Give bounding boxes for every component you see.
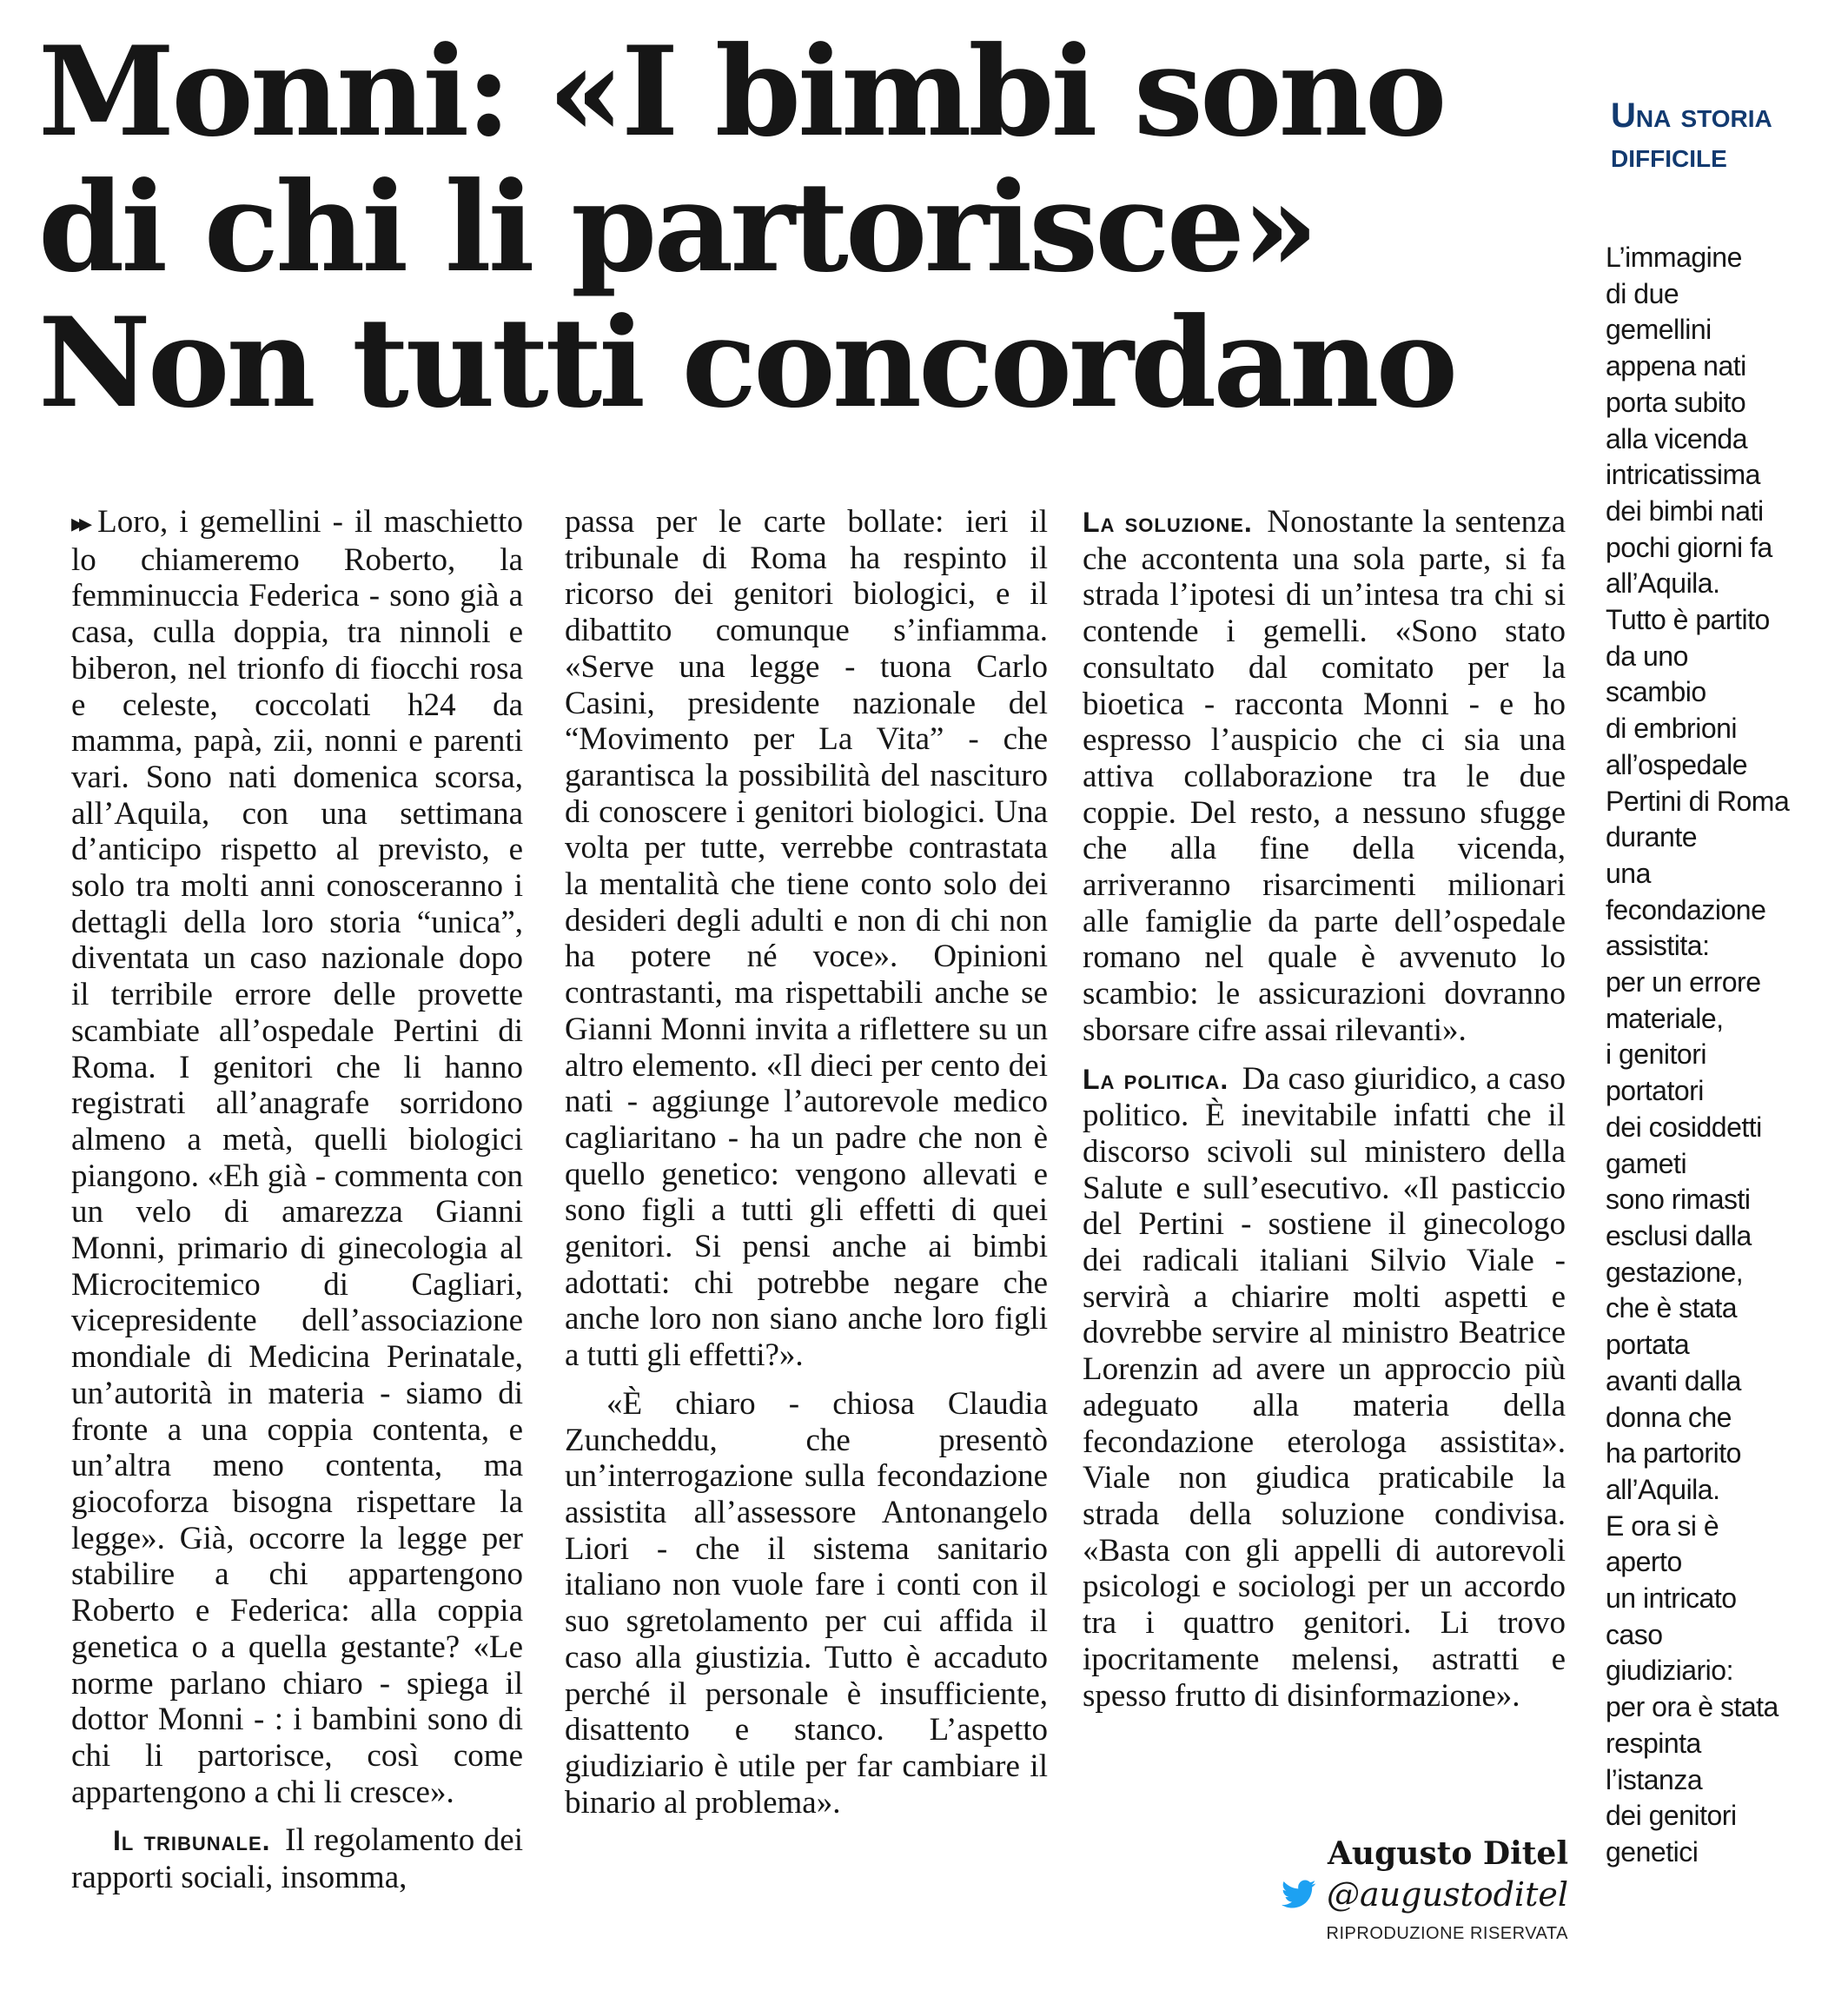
sidebar-line: portatori (1606, 1075, 1704, 1107)
article-paragraph (71, 1822, 523, 1895)
sidebar-line: gameti (1606, 1147, 1687, 1179)
sidebar-line: sono rimasti (1606, 1184, 1751, 1216)
sidebar-line: scambio (1606, 676, 1706, 708)
sidebar-line: all’ospedale (1606, 748, 1748, 780)
sidebar-line: pochi giorni fa (1606, 531, 1772, 563)
sidebar-line: durante (1606, 821, 1698, 853)
sidebar-line: per ora è stata (1606, 1691, 1778, 1723)
sidebar-line: donna che (1606, 1401, 1732, 1433)
sidebar-line: un intricato (1606, 1582, 1737, 1615)
sidebar-title-line: difficile (1611, 136, 1727, 175)
sidebar-line: all’Aquila. (1606, 567, 1720, 600)
sidebar-line: una (1606, 857, 1651, 889)
sidebar-line: i genitori (1606, 1038, 1706, 1071)
headline (38, 20, 1533, 435)
sidebar-line: dei bimbi nati (1606, 494, 1764, 527)
sidebar-line: giudiziario: (1606, 1655, 1733, 1687)
article-column-1 (71, 504, 523, 1896)
paragraph-text: Il regolamento dei rapporti sociali, insomma, (71, 1822, 524, 1896)
sidebar-line: porta subito (1606, 386, 1746, 418)
lead-arrow-icon: ▸▸ (71, 509, 88, 538)
sidebar-line: L’immagine (1606, 242, 1742, 273)
sidebar-line: intricatissima (1606, 459, 1760, 491)
article-paragraph (1083, 1061, 1566, 1715)
sidebar-line: all’Aquila. (1606, 1473, 1720, 1505)
article-column-3 (1083, 504, 1566, 1714)
sidebar-line: Tutto è partito (1606, 604, 1770, 636)
section-kicker-tribunale: Il tribunale. (113, 1825, 271, 1857)
paragraph-text: Da caso giuridico, a caso politico. È inevitabile infatti che il discorso scivoli sul ministero della Salute e sull’esecutivo. «Il pasticcio del Pertini - sostiene il ginecologo dei radicali italiani Silvio Viale - servirà a chiarire molti aspetti e dovrebbe servire al ministro Beatrice Lorenzin ad avere un approccio più adeguato alla materia della fecondazione eterologa assistita». Viale non giudica praticabile la strada della soluzione condivisa. «Basta con gli appelli di autorevoli psicologi e sociologi per un accordo tra i quattro genitori. Li trovo ipocritamente melensi, astratti e spesso frutto di disinformazione». (1083, 1060, 1566, 1714)
sidebar-line: assistita: (1606, 930, 1710, 962)
twitter-bird-icon (1282, 1880, 1316, 1909)
sidebar-title (1611, 96, 1840, 176)
sidebar-line: portata (1606, 1329, 1690, 1361)
sidebar-title-line: Una storia (1611, 96, 1772, 135)
paragraph-text: Loro, i gemellini - il maschietto lo chiameremo Roberto, la femminuccia Federica - sono già a casa, culla doppia, tra ninnoli e biberon, nel trionfo di fiocchi rosa e celeste, coccolati h24 da mamma, papà, zii, nonni e parenti vari. Sono nati domenica scorsa, all’Aquila, con una settimana d’anticipo rispetto al previsto, e solo tra molti anni conosceranno i dettagli della loro storia “unica”, diventata un caso nazionale dopo il terribile errore delle provette scambiate all’ospedale Pertini di Roma. I genitori che li hanno registrati all’anagrafe sorridono almeno a metà, quelli biologici piangono. «Eh già - commenta con un velo di amarezza Gianni Monni, primario di ginecologia al Microcitemico di Cagliari, vicepresidente dell’associazione mondiale di Medicina Perinatale, un’autorità in materia - siamo di fronte a una coppia contenta, e un’altra meno contenta, ma giocoforza bisogna rispettare la legge». Già, occorre la legge per stabilire a chi appartengono Roberto e Federica: alla coppia genetica o a quella gestante? «Le norme parlano chiaro - spiega il dottor Monni - : i bambini sono di chi li partorisce, così come appartengono a chi li cresce». (71, 504, 523, 1810)
sidebar-line: alla vicenda (1606, 422, 1747, 454)
sidebar-line: per un errore (1606, 966, 1761, 998)
article-paragraph: «È chiaro - chiosa Claudia Zuncheddu, che presentò un’interrogazione sulla fecondazione assistita all’assessore Antonangelo Liori - che il sistema sanitario italiano non vuole fare i conti con il suo sgretolamento per cui affida il caso alla giustizia. Tutto è accaduto perché il personale è insufficiente, disattento e stanco. L’aspetto giudiziario è utile per far cambiare il binario al problema». (565, 1385, 1048, 1821)
sidebar-line: fecondazione (1606, 893, 1766, 926)
sidebar-line: appena nati (1606, 350, 1746, 382)
byline (1282, 1834, 1568, 1944)
sidebar-line: gemellini (1606, 314, 1712, 346)
twitter-handle: @augustoditel (1327, 1875, 1568, 1914)
sidebar-line: E ora si è (1606, 1509, 1719, 1542)
sidebar-line: genetici (1606, 1835, 1699, 1868)
sidebar-line: esclusi dalla (1606, 1219, 1752, 1251)
sidebar-line: Pertini di Roma (1606, 785, 1790, 817)
sidebar-line: di embrioni (1606, 713, 1738, 745)
headline-line-1: Monni: «I bimbi sono (38, 20, 1444, 164)
twitter-handle-row (1282, 1874, 1568, 1915)
copyright-notice: RIPRODUZIONE RISERVATA (1326, 1924, 1568, 1943)
sidebar-text (1606, 240, 1840, 1871)
article-paragraph (71, 504, 523, 1810)
sidebar-line: respinta (1606, 1727, 1701, 1759)
headline-line-3: Non tutti concordano (38, 291, 1455, 435)
article-column-2 (565, 504, 1048, 1821)
sidebar-line: materiale, (1606, 1002, 1724, 1034)
paragraph-text: Nonostante la sentenza che accontenta una sola parte, si fa strada l’ipotesi di un’intesa tra chi si contende i gemelli. «Sono stato consultato dal comitato per la bioetica - racconta Monni - e ho espresso l’auspicio che ci sia una attiva collaborazione tra le due coppie. Del resto, a nessuno sfugge che alla fine della vicenda, arriveranno risarcimenti milionari alle famiglie da parte dell’ospedale romano nel quale è avvenuto lo scambio: le assicurazioni dovranno sborsare cifre assai rilevanti». (1083, 504, 1566, 1048)
sidebar-line: di due (1606, 277, 1679, 309)
article-paragraph: passa per le carte bollate: ieri il tribunale di Roma ha respinto il ricorso dei genitori biologici, e il dibattito comunque s’infiamma. «Serve una legge - tuona Carlo Casini, presidente nazionale del “Movimento per La Vita” - che garantisca la possibilità del nascituro di conoscere i genitori biologici. Una volta per tutte, verrebbe contrastata la mentalità che tiene conto solo dei desideri degli adulti e non di chi non ha potere né voce». Opinioni contrastanti, ma rispettabili anche se Gianni Monni invita a riflettere su un altro elemento. «Il dieci per cento dei nati - aggiunge l’autorevole medico cagliaritano - ha un padre che non è quello genetico: vengono allevati e sono figli a tutti gli effetti di quei genitori. Si pensi anche ai bimbi adottati: chi potrebbe negare che anche loro non siano anche loro figli a tutti gli effetti?». (565, 504, 1048, 1374)
author-name: Augusto Ditel (1328, 1835, 1568, 1872)
sidebar-line: l’istanza (1606, 1763, 1703, 1795)
sidebar-line: dei genitori (1606, 1800, 1737, 1832)
sidebar-box (1606, 96, 1840, 1871)
sidebar-line: caso (1606, 1618, 1663, 1650)
sidebar-line: che è stata (1606, 1292, 1738, 1324)
sidebar-line: gestazione, (1606, 1256, 1744, 1288)
sidebar-line: da uno (1606, 640, 1688, 672)
section-kicker-politica: La politica. (1083, 1063, 1229, 1095)
sidebar-line: dei cosiddetti (1606, 1111, 1762, 1143)
article-paragraph (1083, 504, 1566, 1049)
headline-line-2: di chi li partorisce» (38, 156, 1315, 300)
section-kicker-soluzione: La soluzione. (1083, 507, 1253, 538)
sidebar-line: ha partorito (1606, 1437, 1741, 1470)
sidebar-line: aperto (1606, 1546, 1682, 1578)
sidebar-line: avanti dalla (1606, 1364, 1741, 1397)
